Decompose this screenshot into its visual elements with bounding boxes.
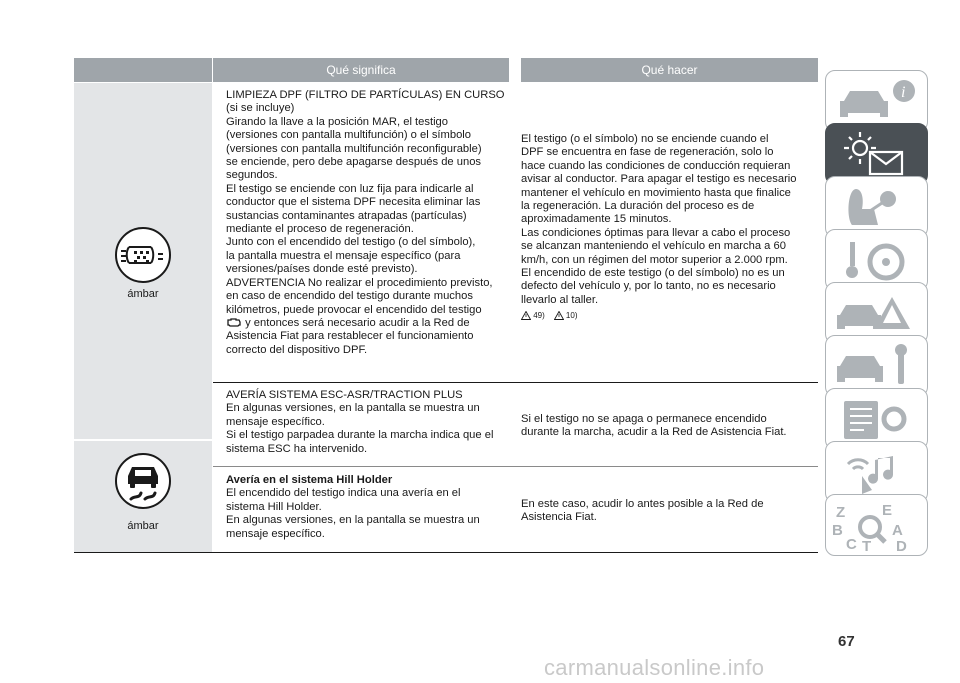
esc-hacer-text <box>521 413 787 440</box>
svg-text:Z: Z <box>836 504 846 521</box>
text-line: DPF se encuentra en fase de regeneración, solo lo <box>521 146 774 159</box>
text-line: la pantalla muestra el mensaje específico (para <box>226 249 461 262</box>
caution-triangle-icon <box>554 311 564 320</box>
svg-text:i: i <box>901 84 906 101</box>
text-line: Junto con el encendido del testigo (o del símbolo), <box>226 236 476 249</box>
watermark: carmanualsonline.info <box>544 655 765 680</box>
text-line: Si el testigo no se apaga o permanece encendido <box>521 413 767 425</box>
text-line: ADVERTENCIA No realizar el procedimiento previsto, <box>226 276 493 289</box>
text-line: segundos. <box>226 169 278 182</box>
text-line: correcto del dispositivo DPF. <box>226 343 368 356</box>
text-line: kilómetros, puede provocar el encendido del testigo <box>226 303 482 316</box>
text-line: llevarlo al taller. <box>521 293 599 306</box>
table-header-icon-column <box>74 58 212 82</box>
text-line-with-icon <box>226 317 504 330</box>
text-line: mantener el vehículo en movimiento hasta que finalice <box>521 186 791 199</box>
text-line: (si se incluye) <box>226 102 295 115</box>
row-divider <box>213 382 818 383</box>
hill-holder-title: Avería en el sistema Hill Holder <box>226 474 393 486</box>
text-line: Girando la llave a la posición MAR, el testigo <box>226 115 448 128</box>
text-line: En algunas versiones, en la pantalla se muestra un <box>226 402 480 415</box>
subrow-divider <box>213 466 818 467</box>
text-line: (versiones con pantalla multifunción) o el símbolo <box>226 129 472 142</box>
text-line: sistema Hill Holder. <box>226 500 322 513</box>
text-line: El encendido del testigo indica una avería en el <box>226 487 461 500</box>
svg-text:T: T <box>862 538 872 555</box>
text-line: En este caso, acudir lo antes posible a la Red de <box>521 498 764 510</box>
alphabetical-index-icon <box>826 495 929 557</box>
text-line: avisar al conductor. Para apagar el testigo es necesario <box>521 173 797 186</box>
hill-holder-hacer-text <box>521 498 764 525</box>
text-line: Asistencia Fiat para restablecer el funcionamiento <box>226 330 474 343</box>
text-line: versiones/países donde esté previsto). <box>226 263 418 276</box>
caution-ref-number: 10) <box>565 311 578 321</box>
text-line: El testigo (o el símbolo) no se enciende cuando el <box>521 133 769 145</box>
dpf-hacer-text <box>521 133 797 323</box>
text-line: LIMPIEZA DPF (FILTRO DE PARTÍCULAS) EN CURSO <box>226 89 505 101</box>
text-line: conductor que el sistema DPF necesita eliminar las <box>226 196 481 209</box>
text-line: (versiones con pantalla multifunción reconfigurable) <box>226 142 482 155</box>
text-line: km/h, con un régimen del motor superior a 2.000 rpm. <box>521 253 788 266</box>
warning-ref-number: 49) <box>533 311 545 321</box>
color-label-ambar: ámbar <box>127 520 159 532</box>
text-line: El testigo se enciende con luz fija para indicarle al <box>226 182 474 195</box>
text-line: mediante el proceso de regeneración. <box>226 223 414 236</box>
esc-significado-text <box>226 389 493 456</box>
esc-skid-car-icon <box>115 453 171 509</box>
hill-holder-significado-text <box>226 474 480 541</box>
page-number: 67 <box>838 633 855 650</box>
text-line: hace cuando las condiciones de conducción requieran <box>521 159 791 172</box>
text-line: la regeneración. La duración del proceso es de <box>521 200 755 213</box>
text-line: Si el testigo parpadea durante la marcha indica que el <box>226 429 494 442</box>
svg-text:D: D <box>896 538 907 555</box>
table-header-significado: Qué significa <box>213 58 509 82</box>
svg-text:C: C <box>846 536 857 553</box>
table-row-esc-icon-cell <box>74 441 212 552</box>
svg-text:A: A <box>892 522 903 539</box>
tab-alphabetical-index[interactable] <box>825 494 928 556</box>
text-line: En algunas versiones, en la pantalla se muestra un <box>226 514 480 527</box>
dpf-significado-text <box>226 89 504 357</box>
text-line: aproximadamente 15 minutos. <box>521 213 672 226</box>
text-span: y entonces será necesario acudir a la Red de <box>245 316 470 329</box>
warning-references <box>521 309 797 322</box>
text-line: en caso de encendido del testigo durante muchos <box>226 290 473 303</box>
svg-text:E: E <box>882 502 893 519</box>
color-label-ambar: ámbar <box>127 288 159 300</box>
text-line: sustancias contaminantes atrapadas (partículas) <box>226 209 467 222</box>
text-line: El encendido de este testigo (o del símbolo) no es un <box>521 267 785 280</box>
text-line: durante la marcha, acudir a la Red de Asistencia Fiat. <box>521 426 787 439</box>
text-line: se enciende, pero debe apagarse después de unos <box>226 156 482 169</box>
text-line: Las condiciones óptimas para llevar a cabo el proceso <box>521 226 791 239</box>
text-line: Asistencia Fiat. <box>521 511 597 524</box>
dpf-filter-icon <box>115 227 171 283</box>
warning-triangle-icon <box>521 311 531 320</box>
text-line: mensaje específico. <box>226 527 325 540</box>
svg-text:B: B <box>832 522 843 539</box>
text-line: AVERÍA SISTEMA ESC-ASR/TRACTION PLUS <box>226 389 463 401</box>
table-row-dpf-icon-cell <box>74 83 212 439</box>
text-line: mensaje específico. <box>226 415 325 428</box>
table-header-hacer: Qué hacer <box>521 58 818 82</box>
text-line: sistema ESC ha intervenido. <box>226 442 368 455</box>
text-line: defecto del vehículo y, por lo tanto, no es necesario <box>521 280 776 293</box>
engine-check-icon <box>226 317 242 328</box>
table-bottom-border <box>74 552 818 553</box>
text-line: se alcanzan manteniendo el vehículo en marcha a 60 <box>521 240 786 253</box>
